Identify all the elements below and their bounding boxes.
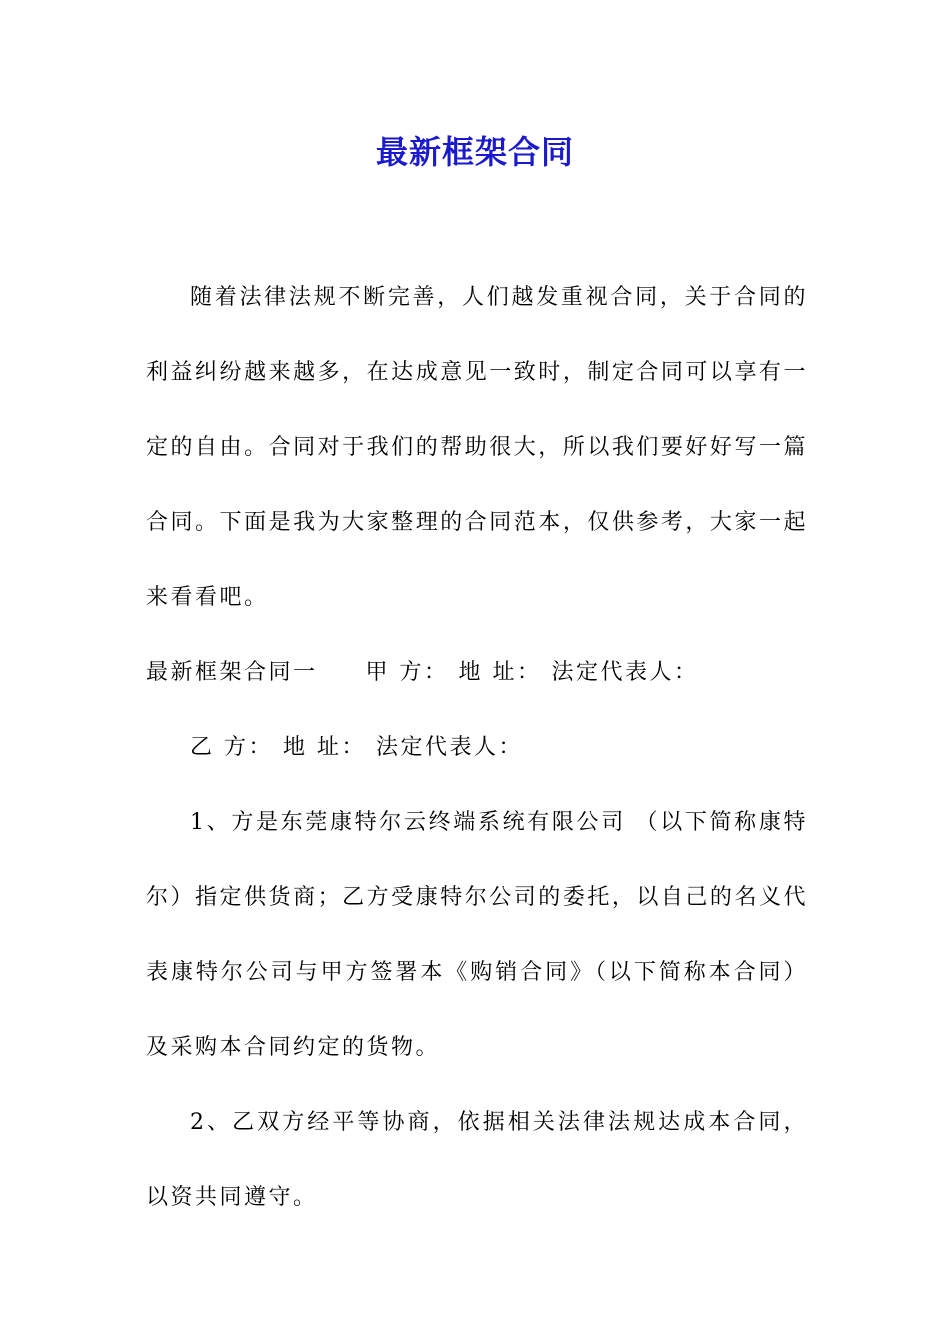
intro-paragraph: 随着法律法规不断完善，人们越发重视合同，关于合同的利益纠纷越来越多，在达成意见一致时，制定合同可以享有一定的自由。合同对于我们的帮助很大，所以我们要好好写一篇合同。下面是我为大家整理的合同范本，仅供参考，大家一起来看看吧。 (146, 285, 808, 610)
clause-1: 1、方是东莞康特尔云终端系统有限公司 （以下简称康特尔）指定供货商；乙方受康特尔公司的委托，以自己的名义代表康特尔公司与甲方签署本《购销合同》（以下简称本合同）及采购本合同约定的货物。 (146, 810, 808, 1060)
party-a-line (146, 635, 808, 710)
party-a-label: 甲 方： (365, 660, 449, 685)
party-b-address-label: 地 址： (283, 735, 366, 760)
party-a-address-label: 地 址： (458, 660, 542, 685)
party-a-rep-label: 法定代表人： (551, 660, 699, 685)
party-b-label: 乙 方： (190, 735, 273, 760)
party-b-rep-label: 法定代表人： (376, 735, 524, 760)
document-title: 最新框架合同 (375, 133, 574, 171)
party-b-line (146, 710, 808, 785)
clause-2: 2、乙双方经平等协商，依据相关法律法规达成本合同，以资共同遵守。 (146, 1110, 808, 1210)
section-heading: 最新框架合同一 (146, 660, 318, 685)
document-body (146, 260, 808, 1235)
